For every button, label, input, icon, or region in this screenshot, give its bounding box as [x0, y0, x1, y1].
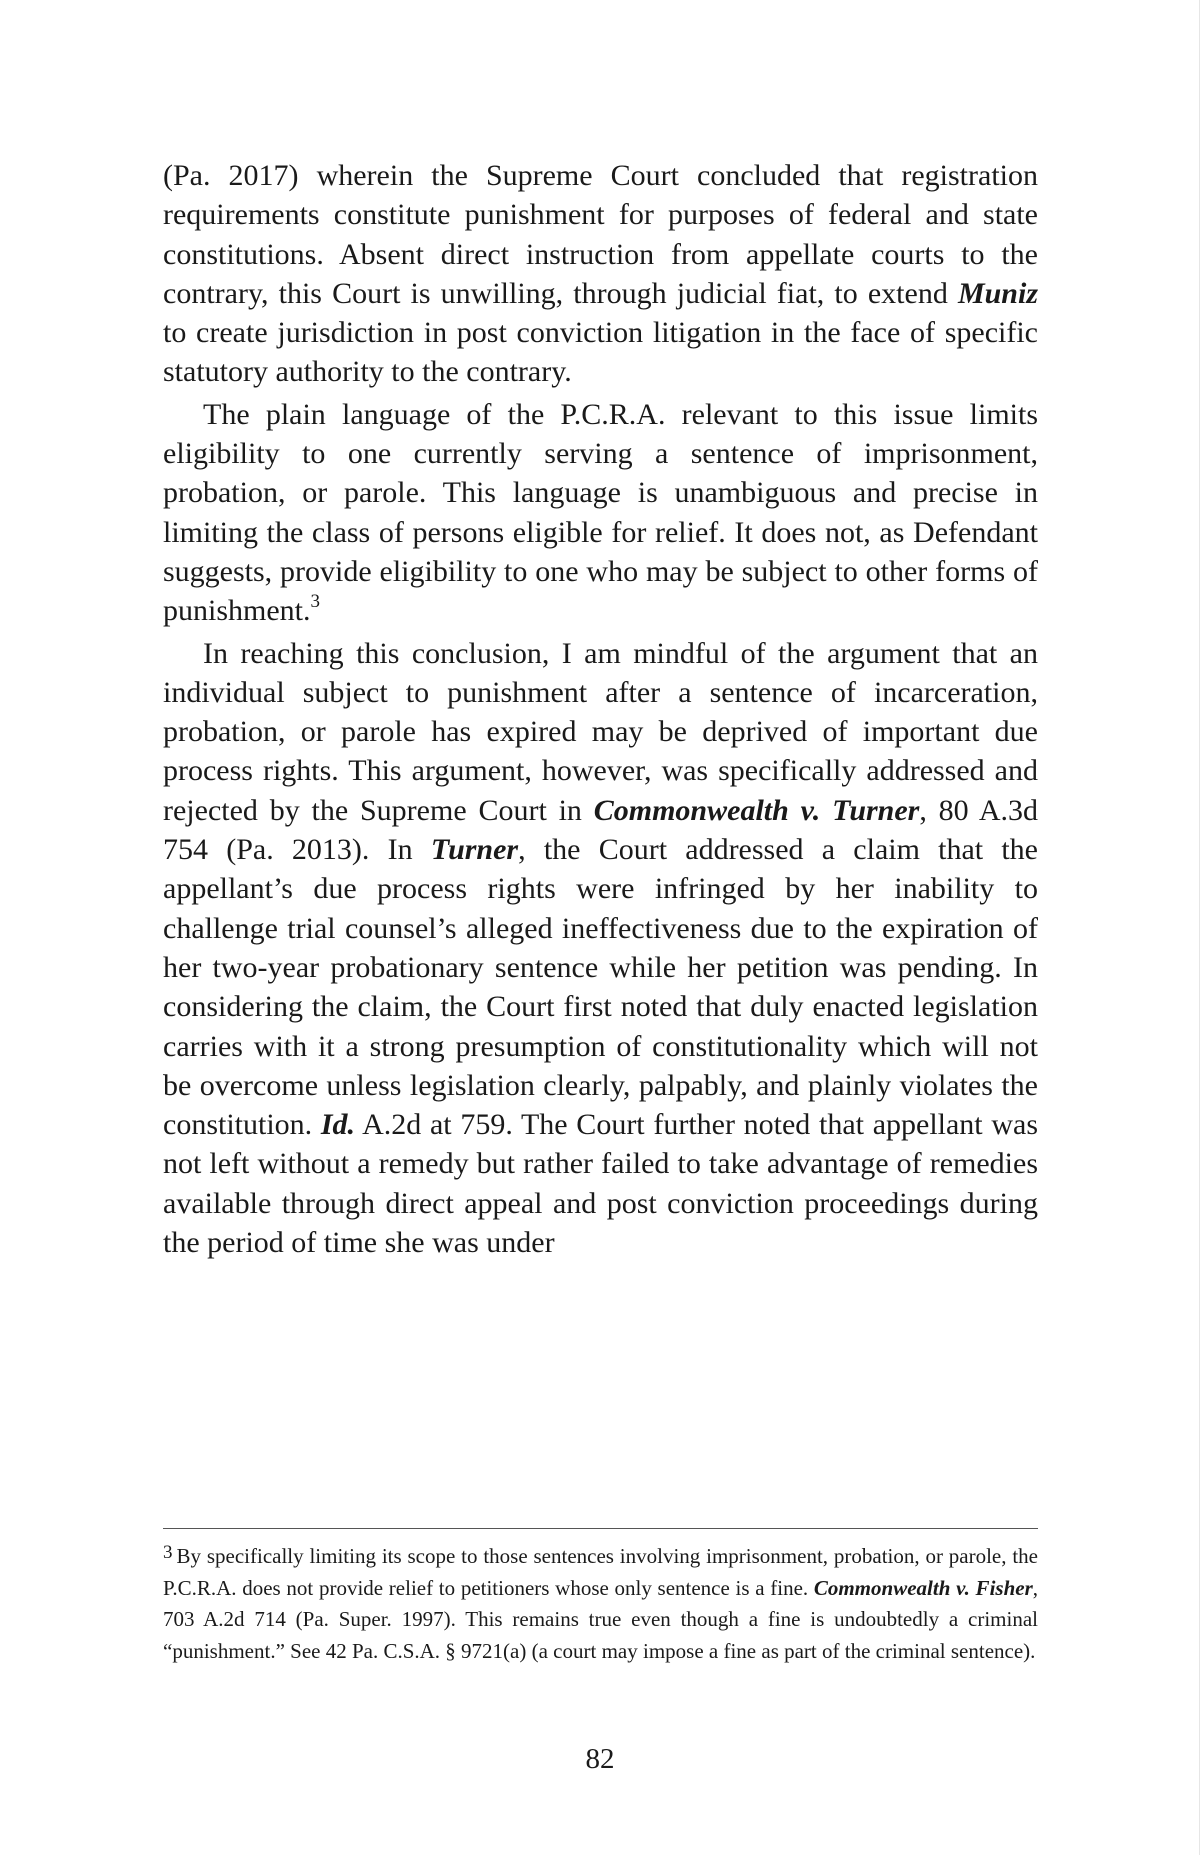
- paragraph-3-text-1: In reaching this conclusion, I am mindful of the argument that an individual subject to punishment after a sentence of incarceration, probation, or parole has expired may be deprived of important due process rights. This argument, however, was specifically addressed and rejected by the Supreme Court in: [163, 636, 1038, 827]
- case-name-commonwealth-v-turner: Commonwealth v. Turner: [593, 793, 920, 827]
- footnotes: [163, 1541, 1038, 1667]
- paragraph-1-text-2: to create jurisdiction in post conviction litigation in the face of specific statutory authority to the contrary.: [163, 316, 1038, 389]
- footnote-text-2: , 703 A.2d 714 (Pa. Super. 1997). This remains true even though a fine is undoubtedly a criminal “punishment.” See 42 Pa. C.S.A. § 9721(a) (a court may impose a fine as part of the criminal sentence).: [163, 1575, 1038, 1663]
- paragraph-1: [163, 156, 1038, 392]
- paragraph-3-text-4: A.2d at 759. The Court further noted that appellant was not left without a remedy but rather failed to take advantage of remedies available through direct appeal and post conviction proceedings during the period of time she was under: [163, 1108, 1038, 1260]
- page-number: 82: [585, 1743, 615, 1775]
- paragraph-3-text-3: , the Court addressed a claim that the appellant’s due process rights were infringed by her inability to challenge trial counsel’s alleged ineffectiveness due to the expiration of her two-year probationary sentence while her petition was pending. In considering the claim, the Court first noted that duly enacted legislation carries with it a strong presumption of constitutionality which will not be overcome unless legislation clearly, palpably, and plainly violates the constitution.: [163, 833, 1038, 1142]
- paragraph-2: [163, 395, 1038, 631]
- footnote-divider: [163, 1528, 1038, 1529]
- body-text: [163, 156, 1038, 1262]
- paragraph-3-text-2: , 80 A.3d 754 (Pa. 2013). In: [163, 793, 1039, 867]
- footnote-number: 3: [163, 1542, 173, 1563]
- case-name-muniz: Muniz: [957, 276, 1038, 310]
- paragraph-3: [163, 634, 1038, 1263]
- paragraph-1-text-1: (Pa. 2017) wherein the Supreme Court concluded that registration requirements constitute punishment for purposes of federal and state constitutions. Absent direct instruction from appellate courts to the contrary, this Court is unwilling, through judicial fiat, to extend: [163, 159, 1038, 310]
- case-name-turner: Turner: [430, 833, 519, 867]
- footnote-text-1: By specifically limiting its scope to those sentences involving imprisonment, probation, or parole, the P.C.R.A. does not provide relief to petitioners whose only sentence is a fine.: [163, 1544, 1038, 1600]
- citation-id: Id.: [320, 1108, 356, 1142]
- footnote-reference-3: 3: [310, 591, 320, 613]
- paragraph-2-text-1: The plain language of the P.C.R.A. relevant to this issue limits eligibility to one currently serving a sentence of imprisonment, probation, or parole. This language is unambiguous and precise in limiting the class of persons eligible for relief. It does not, as Defendant suggests, provide eligibility to one who may be subject to other forms of punishment.: [163, 397, 1038, 628]
- case-name-commonwealth-v-fisher: Commonwealth v. Fisher: [813, 1575, 1033, 1600]
- footnote-3: [163, 1541, 1038, 1667]
